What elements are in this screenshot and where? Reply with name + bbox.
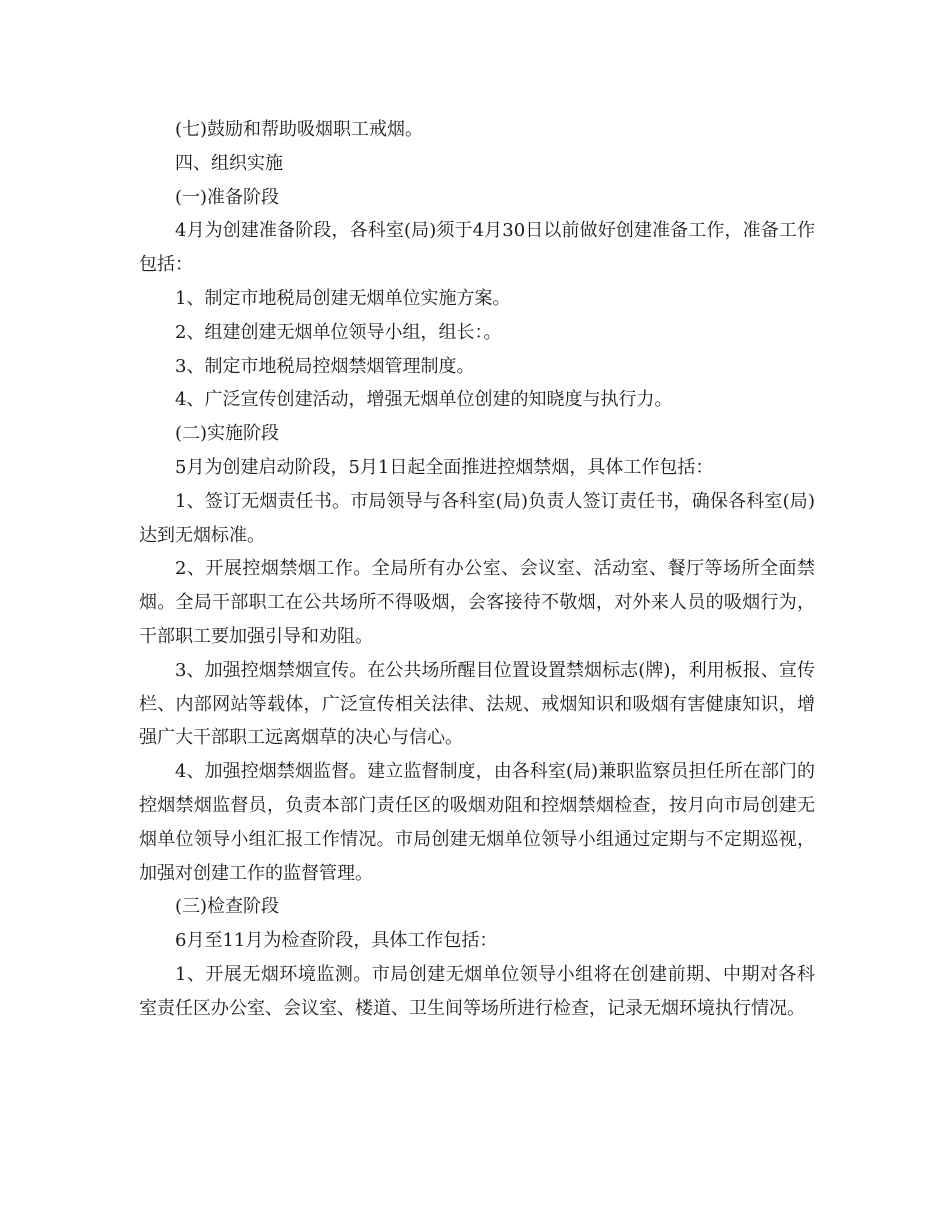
paragraph-item-7-encourage: (七)鼓励和帮助吸烟职工戒烟。 bbox=[175, 119, 424, 140]
document-body bbox=[139, 113, 815, 1026]
paragraph-preparation-intro: 4月为创建准备阶段，各科室(局)须于4月30日以前做好创建准备工作，准备工作包括： bbox=[139, 220, 815, 276]
list-item-prep-3: 3、制定市地税局控烟禁烟管理制度。 bbox=[175, 355, 475, 377]
list-item-impl-4: 4、加强控烟禁烟监督。建立监督制度，由各科室(局)兼职监察员担任所在部门的控烟禁烟监督员，负责本部门责任区的吸烟劝阻和控烟禁烟检查，按月向市局创建无烟单位领导小组汇报工作情况。市局创建无烟单位领导小组通过定期与不定期巡视，加强对创建工作的监督管理。 bbox=[139, 761, 815, 884]
subsection-heading-preparation: (一)准备阶段 bbox=[175, 186, 280, 208]
list-item-impl-3: 3、加强控烟禁烟宣传。在公共场所醒目位置设置禁烟标志(牌)，利用板报、宣传栏、内部网站等载体，广泛宣传相关法律、法规、戒烟知识和吸烟有害健康知识，增强广大干部职工远离烟草的决心与信心。 bbox=[139, 659, 815, 749]
subsection-heading-inspection: (三)检查阶段 bbox=[175, 896, 280, 918]
subsection-heading-implementation: (二)实施阶段 bbox=[175, 423, 280, 445]
list-item-impl-1: 1、签订无烟责任书。市局领导与各科室(局)负责人签订责任书，确保各科室(局)达到无烟标准。 bbox=[139, 490, 815, 546]
paragraph-inspection-intro: 6月至11月为检查阶段，具体工作包括： bbox=[175, 930, 498, 952]
paragraph-implementation-intro: 5月为创建启动阶段，5月1日起全面推进控烟禁烟，具体工作包括： bbox=[175, 456, 714, 478]
list-item-prep-4: 4、广泛宣传创建活动，增强无烟单位创建的知晓度与执行力。 bbox=[175, 389, 673, 411]
list-item-prep-1: 1、制定市地税局创建无烟单位实施方案。 bbox=[175, 287, 511, 309]
section-heading-organization: 四、组织实施 bbox=[175, 152, 283, 174]
list-item-inspect-1: 1、开展无烟环境监测。市局创建无烟单位领导小组将在创建前期、中期对各科室责任区办公室、会议室、楼道、卫生间等场所进行检查，记录无烟环境执行情况。 bbox=[139, 963, 815, 1019]
list-item-prep-2: 2、组建创建无烟单位领导小组，组长：。 bbox=[175, 321, 502, 343]
list-item-impl-2: 2、开展控烟禁烟工作。全局所有办公室、会议室、活动室、餐厅等场所全面禁烟。全局干部职工在公共场所不得吸烟，会客接待不敬烟，对外来人员的吸烟行为，干部职工要加强引导和劝阻。 bbox=[139, 558, 815, 647]
